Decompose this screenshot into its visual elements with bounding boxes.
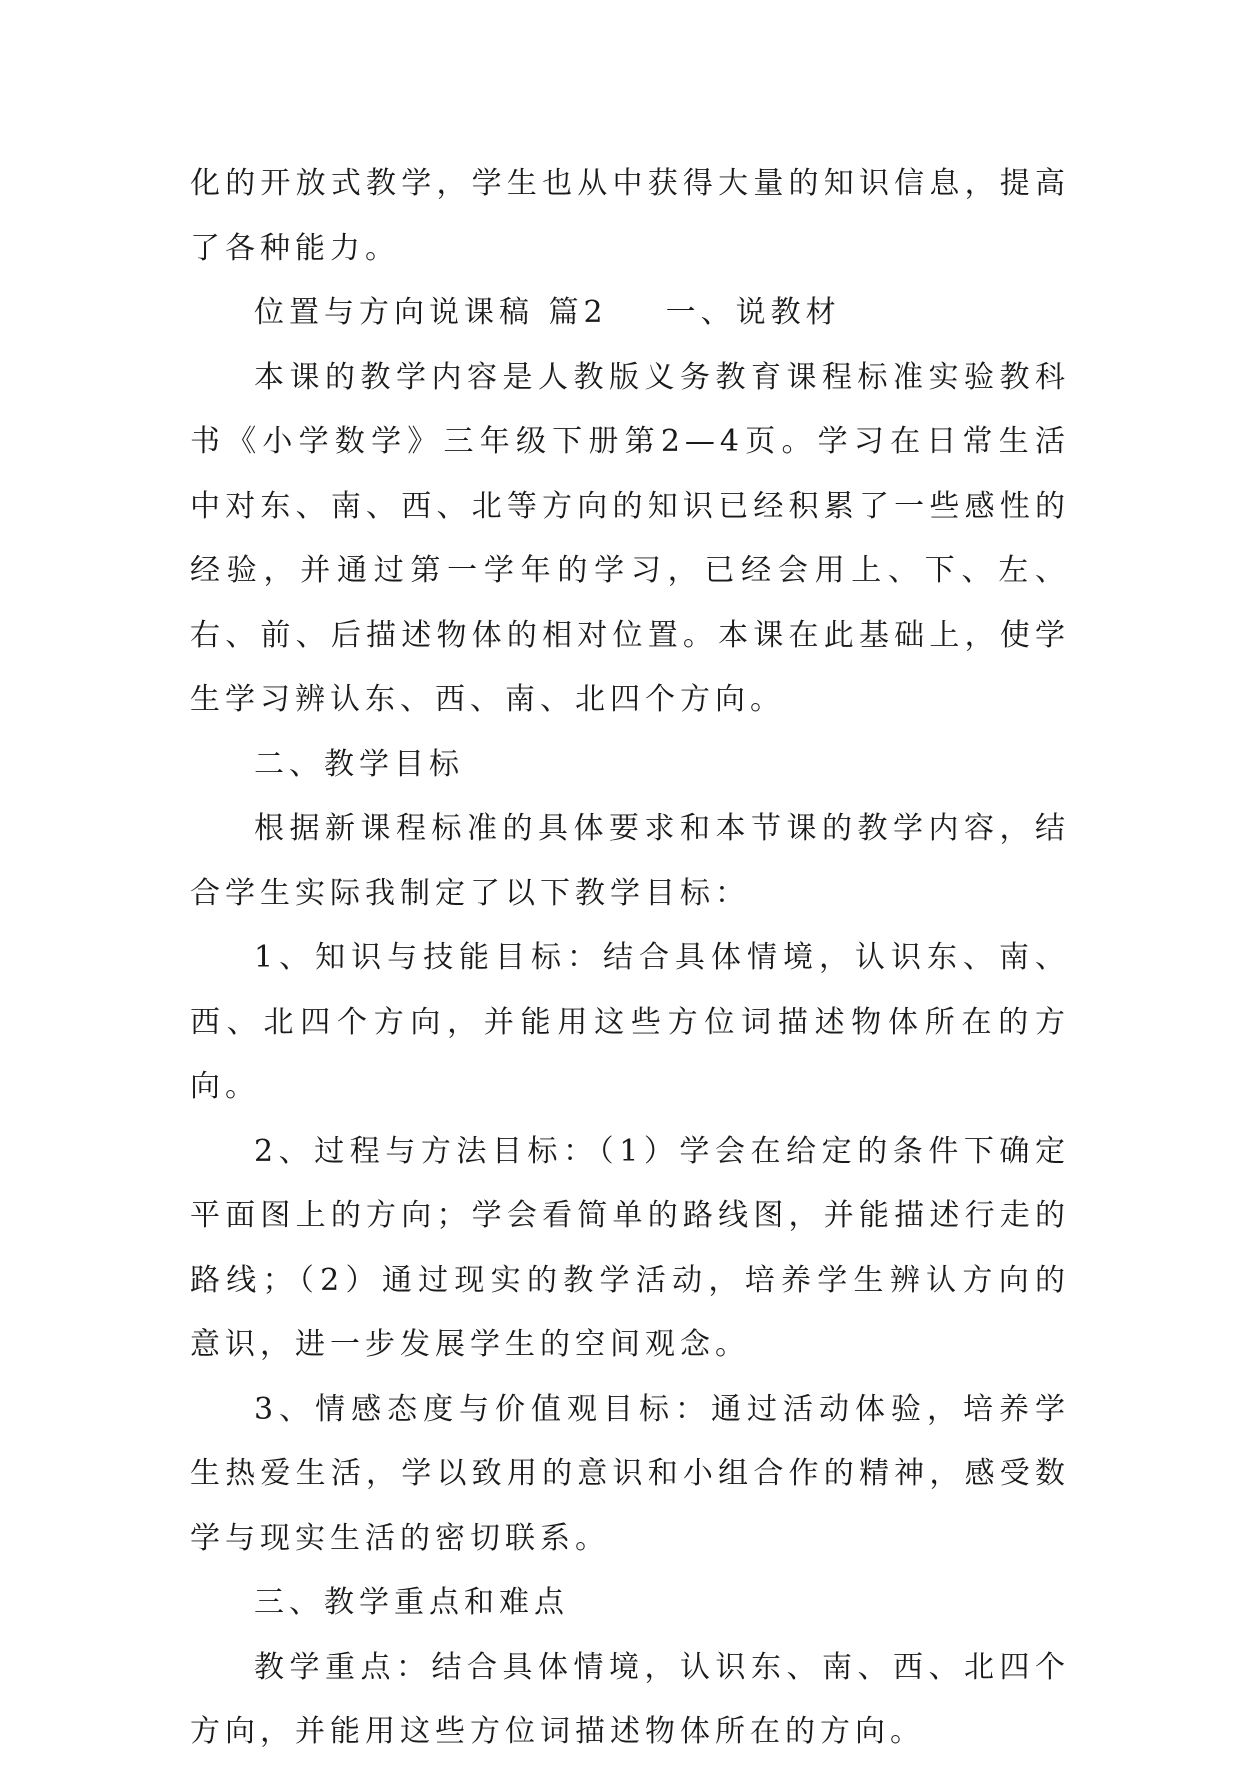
section-title-line <box>190 281 1070 346</box>
paragraph-objective-emotion: 3、情感态度与价值观目标：通过活动体验，培养学生热爱生活，学以致用的意识和小组合作的精神，感受数学与现实生活的密切联系。 <box>190 1391 1070 1556</box>
article-title: 位置与方向说课稿 篇2 <box>254 295 608 330</box>
paragraph-continuation: 化的开放式教学，学生也从中获得大量的知识信息，提高了各种能力。 <box>190 166 1070 266</box>
section-heading-objectives: 二、教学目标 <box>254 746 464 782</box>
paragraph-objective-process: 2、过程与方法目标：（1）学会在给定的条件下确定平面图上的方向；学会看简单的路线图，并能描述行走的路线；（2）通过现实的教学活动，培养学生辨认方向的意识，进一步发展学生的空间观念。 <box>190 1133 1070 1362</box>
section-heading-key-points: 三、教学重点和难点 <box>254 1585 569 1620</box>
paragraph-key-point: 教学重点：结合具体情境，认识东、南、西、北四个方向，并能用这些方位词描述物体所在的方向。 <box>190 1649 1070 1749</box>
paragraph-teaching-content: 本课的教学内容是人教版义务教育课程标准实验教科书《小学数学》三年级下册第2—4页。学习在日常生活中对东、南、西、北等方向的知识已经积累了一些感性的经验，并通过第一学年的学习，已经会用上、下、左、右、前、后描述物体的相对位置。本课在此基础上，使学生学习辨认东、西、南、北四个方向。 <box>190 359 1070 717</box>
paragraph-objectives-intro: 根据新课程标准的具体要求和本节课的教学内容，结合学生实际我制定了以下教学目标： <box>190 811 1070 911</box>
section-heading-teaching-material: 一、说教材 <box>665 295 841 330</box>
document-body <box>190 152 1070 1765</box>
paragraph-objective-knowledge: 1、知识与技能目标：结合具体情境，认识东、南、西、北四个方向，并能用这些方位词描述物体所在的方向。 <box>190 940 1070 1104</box>
